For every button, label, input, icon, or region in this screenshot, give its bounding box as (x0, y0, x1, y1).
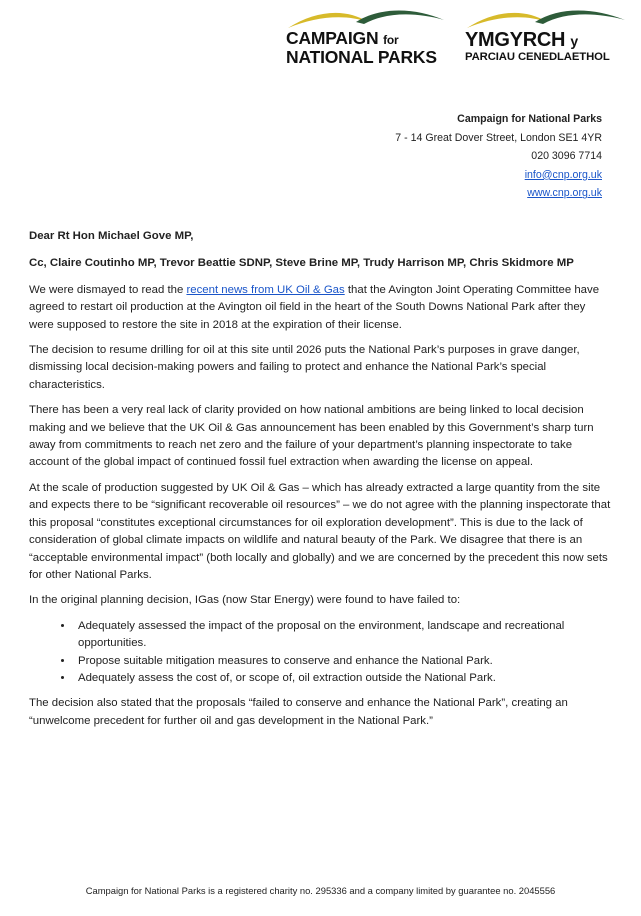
paragraph-2: The decision to resume drilling for oil at this site until 2026 puts the National Park’s purposes in grave danger, dismissing local decision-making powers and failing to protect and enhance the National Park’s special characteristics. (29, 344, 580, 391)
logo-text-english: CAMPAIGN for NATIONAL PARKS (286, 28, 437, 67)
logo-subtext-welsh: PARCIAU CENEDLAETHOL (465, 51, 610, 63)
list-item: • Adequately assessed the impact of the proposal on the environment, landscape and recreational opportunities. (74, 618, 613, 653)
swoosh-icon (465, 8, 627, 30)
paragraph-4: At the scale of production suggested by UK Oil & Gas – which has already extracted a large quantity from the site and expects there to be “significant recoverable oil resources” – we do not agree with the planning inspectorate that this proposal “constitutes exceptional circumstances for oil exploration development”. This is due to the lack of consideration of global climate impacts on wildlife and natural beauty of the Park. We disagree that there is an “acceptable environmental impact” (both locally and globally) and we are concerned by the precedent this now sets for other National Parks. (29, 481, 611, 581)
list-item: • Adequately assess the cost of, or scope of, oil extraction outside the National Park. (74, 670, 613, 687)
cc-line: Cc, Claire Coutinho MP, Trevor Beattie SDNP, Steve Brine MP, Trudy Harrison MP, Chris Skidmore MP (29, 257, 574, 270)
list-item: • Propose suitable mitigation measures to conserve and enhance the National Park. (74, 653, 613, 670)
letter-body (29, 228, 613, 738)
sender-street: 7 - 14 Great Dover Street, London SE1 4YR (395, 131, 602, 144)
email-link[interactable]: info@cnp.org.uk (524, 168, 602, 181)
paragraph-1: We were dismayed to read the recent news from UK Oil & Gas that the Avington Joint Operating Committee have agreed to restart oil production at the Avington oil field in the heart of the South Downs National Park after they were supposed to restore the site in 2018 at the expiration of their license. (29, 283, 600, 331)
paragraph-6: The decision also stated that the proposals “failed to conserve and enhance the National Park”, creating an “unwelcome precedent for further oil and gas development in the National Park.” (29, 697, 568, 727)
logo-text-welsh: YMGYRCH y (465, 29, 578, 51)
news-link[interactable]: recent news from UK Oil & Gas (186, 283, 345, 296)
sender-org: Campaign for National Parks (457, 113, 602, 125)
ymgyrch-logo (465, 8, 627, 64)
footer-charity-note: Campaign for National Parks is a registered charity no. 295336 and a company limited by guarantee no. 2045556 (85, 885, 556, 896)
sender-address (395, 110, 602, 203)
cnp-logo (286, 8, 446, 66)
paragraph-5: In the original planning decision, IGas (now Star Energy) were found to have failed to: (29, 594, 461, 607)
swoosh-icon (286, 8, 446, 30)
sender-phone: 020 3096 7714 (531, 150, 602, 163)
salutation: Dear Rt Hon Michael Gove MP, (29, 230, 194, 242)
paragraph-3: There has been a very real lack of clarity provided on how national ambitions are being linked to local decision making and we believe that the UK Oil & Gas announcement has been enabled by this Government’s sharp turn away from commitments to reach net zero and the failure of your department’s planning inspectorate to take account of the global impact of continued fossil fuel extraction when awarding the license on appeal. (29, 404, 594, 469)
website-link[interactable]: www.cnp.org.uk (527, 187, 602, 200)
failures-list (29, 618, 613, 688)
